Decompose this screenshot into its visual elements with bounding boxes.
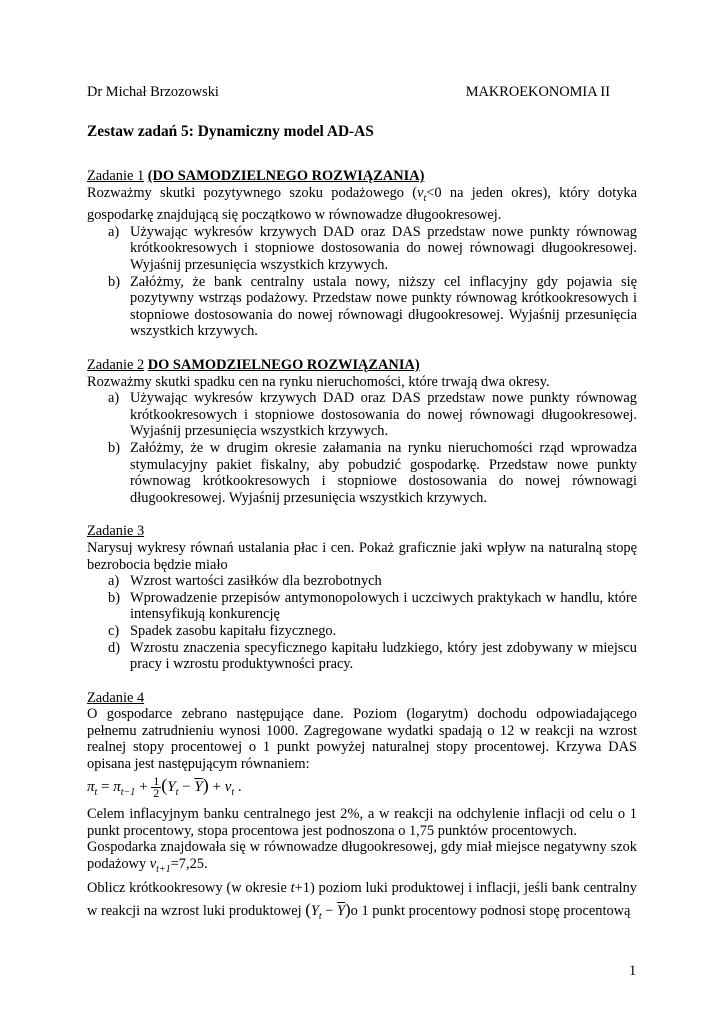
das-equation: $\pi_t = \pi_{t-1} + \frac{1}{2}(Y_t - \overline{Y}) + \nu_t$ . (87, 773, 242, 800)
exercise-4-heading (87, 690, 637, 707)
page-header (87, 84, 637, 101)
list-item: a) Używając wykresów krzywych DAD oraz DAS przedstaw nowe punkty równowag krótkookresowych i stopniowe dostosowania do nowej równowagi długookresowej. Wyjaśnij przesunięcia wszystkich krzywych. (108, 223, 637, 274)
document-page (87, 84, 637, 944)
exercise-3 (87, 523, 637, 672)
exercise-3-intro: Narysuj wykresy równań ustalania płac i cen. Pokaż graficznie jaki wpływ na naturalną stopę bezrobocia będzie miało (87, 539, 637, 573)
list-item: d) Wzrostu znaczenia specyficznego kapitału ludzkiego, który jest zdobywany w miejscu pracy i wzrostu produktywności pracy. (108, 639, 637, 673)
course-name: MAKROEKONOMIA II (465, 84, 610, 100)
exercise-4-label: Zadanie 4 (87, 689, 145, 706)
exercise-1-heading (87, 168, 637, 185)
exercise-4 (87, 690, 637, 928)
exercise-2-items (87, 390, 637, 506)
exercise-3-heading (87, 523, 637, 540)
list-item: b) Załóżmy, że bank centralny ustala nowy, niższy cel inflacyjny gdy pojawia się pozytywny wstrząs podażowy. Przedstaw nowe punkty równowag krótkookresowych i stopniowe dostosowania do nowej równowagi długookresowej. Wyjaśnij przesunięcia wszystkich krzywych. (108, 273, 637, 340)
exercise-2 (87, 357, 637, 506)
exercise-1-items (87, 224, 637, 340)
list-item: a) Wzrost wartości zasiłków dla bezrobotnych (108, 573, 382, 590)
page-number: 1 (629, 963, 637, 979)
list-item: a) Używając wykresów krzywych DAD oraz DAS przedstaw nowe punkty równowag krótkookresowych i stopniowe dostosowania do nowej równowagi długookresowej. Wyjaśnij przesunięcia wszystkich krzywych. (108, 390, 637, 440)
exercise-1-label: Zadanie 1 (87, 168, 145, 185)
list-item: c) Spadek zasobu kapitału fizycznego. (108, 622, 337, 639)
author: Dr Michał Brzozowski (87, 84, 219, 100)
list-item: b) Wprowadzenie przepisów antymonopolowych i uczciwych praktykach w handlu, które intensyfikują konkurencję (108, 589, 637, 623)
exercise-2-intro: Rozważmy skutki spadku cen na rynku nieruchomości, które trwają dwa okresy. (87, 373, 550, 390)
list-item: b) Załóżmy, że w drugim okresie załamania na rynku nieruchomości rząd wprowadza stymulacyjny pakiet fiskalny, aby pobudzić gospodarkę. Przedstaw nowe punkty równowag krótkookresowych i stopniowe dostosowania do nowej równowagi długookresowej. Wyjaśnij przesunięcia wszystkich krzywych. (108, 439, 637, 506)
exercise-4-paragraph-2: Celem inflacyjnym banku centralnego jest 2%, a w reakcji na odchylenie inflacji od celu o 1 punkt procentowy, stopa procentowa jest podnoszona o 1,75 punktów procentowych. (87, 806, 637, 839)
exercise-2-heading (87, 357, 637, 374)
exercise-4-paragraph-1: O gospodarce zebrano następujące dane. Poziom (logarytm) dochodu odpowiadającego pełnemu zatrudnieniu wynosi 1000. Zagregowane wydatki spadają o 12 w reakcji na wzrost realnej stopy procentowej o 1 punkt powyżej naturalnej stopy procentowej. Krzywa DAS opisana jest następującym równaniem: (87, 706, 637, 773)
exercise-4-paragraph-3: Gospodarka znajdowała się w równowadze długookresowej, gdy miał miejsce negatywny szok podażowy $v_{t+1}=7,25$. (87, 839, 637, 875)
exercise-3-items (87, 573, 637, 673)
exercise-4-paragraph-4: Oblicz krótkookresowy (w okresie t+1) poziom luki produktowej i inflacji, jeśli bank centralny w reakcji na wzrost luki produktowej $(Y_t - \overline{Y})o$ 1 punkt procentowy podnosi stopę procentową (87, 880, 637, 923)
fraction: $\frac{1}{2}$ (153, 773, 160, 800)
exercise-1 (87, 168, 637, 340)
page-title: Zestaw zadań 5: Dynamiczny model AD-AS (87, 122, 374, 140)
exercise-2-label: Zadanie 2 (87, 357, 145, 373)
exercise-1-tag: (DO SAMODZIELNEGO ROZWIĄZANIA) (147, 168, 425, 185)
exercise-1-intro: Rozważmy skutki pozytywnego szoku podażowego ($v_t<0$ na jeden okres), który dotyka gospodarkę znajdującą się początkowo w równowadze długookresowej. (87, 184, 637, 224)
exercise-3-label: Zadanie 3 (87, 523, 145, 540)
exercise-2-tag: DO SAMODZIELNEGO ROZWIĄZANIA) (147, 357, 420, 373)
